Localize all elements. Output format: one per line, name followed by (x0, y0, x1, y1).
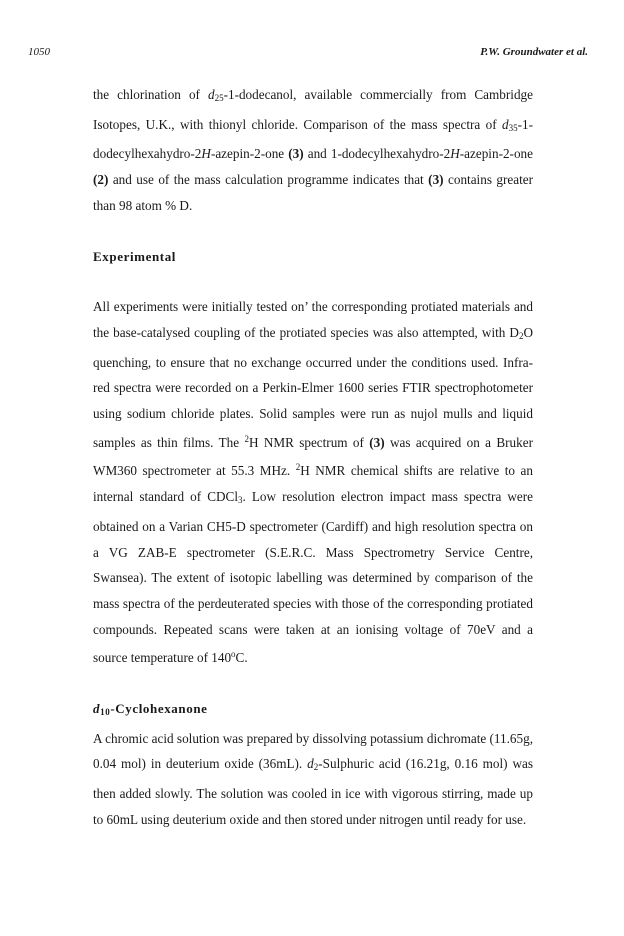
running-head-authors: P.W. Groundwater et al. (480, 46, 588, 58)
page-body (93, 82, 533, 833)
paragraph-experimental: All experiments were initially tested on’ the corresponding protiated materials and the base-catalysed coupling of the protiated species was also attempted, with $D_2O$ quenching, to ensure that no exchange occurred under the conditions used. Infra-red spectra were recorded on a Perkin-Elmer 1600 series FTIR spectrophotometer using sodium chloride plates. Solid samples were run as nujol mulls and liquid samples as thin films. The $^2$H NMR spectrum of (3) was acquired on a Bruker WM360 spectrometer at 55.3 MHz. $^2$H NMR chemical shifts are relative to an internal standard of CDCl$_3$. Low resolution electron impact mass spectra were obtained on a Varian CH5-D spectrometer (Cardiff) and high resolution spectra on a VG ZAB-E spectrometer (S.E.R.C. Mass Spectrometry Service Centre, Swansea). The extent of isotopic labelling was determined by comparison of the mass spectra of the perdeuterated species with those of the corresponding protiated compounds. Repeated scans were taken at an ionising voltage of 70eV and a source temperature of 140$^o$C. (93, 299, 533, 666)
paragraph-chlorination: the chlorination of $d_{25}-1$-dodecanol, available commercially from Cambridge Isotopes, U.K., with thionyl chloride. Comparison of the mass spectra of $d_{35}-1-dodecylhexahydro-2H-azepin-2$-one (3) and 1-dodecylhexahydro-2H-azepin-2-one (2) and use of the mass calculation programme indicates that (3) contains greater than 98 atom % D. (93, 87, 533, 213)
section-heading-cyclohexanone: $d_{10}$-Cyclohexanone (93, 701, 208, 718)
paragraph-cyclohexanone: A chromic acid solution was prepared by dissolving potassium dichromate (11.65g, 0.04 mol) in deuterium oxide (36mL). $d_2$-Sulphuric acid (16.21g, 0.16 mol) was then added slowly. The solution was cooled in ice with vigorous stirring, made up to 60mL using deuterium oxide and then stored under nitrogen until ready for use. (93, 730, 533, 827)
page-number: 1050 (28, 46, 50, 58)
section-heading-experimental: Experimental (93, 248, 177, 264)
page-header (28, 46, 588, 60)
